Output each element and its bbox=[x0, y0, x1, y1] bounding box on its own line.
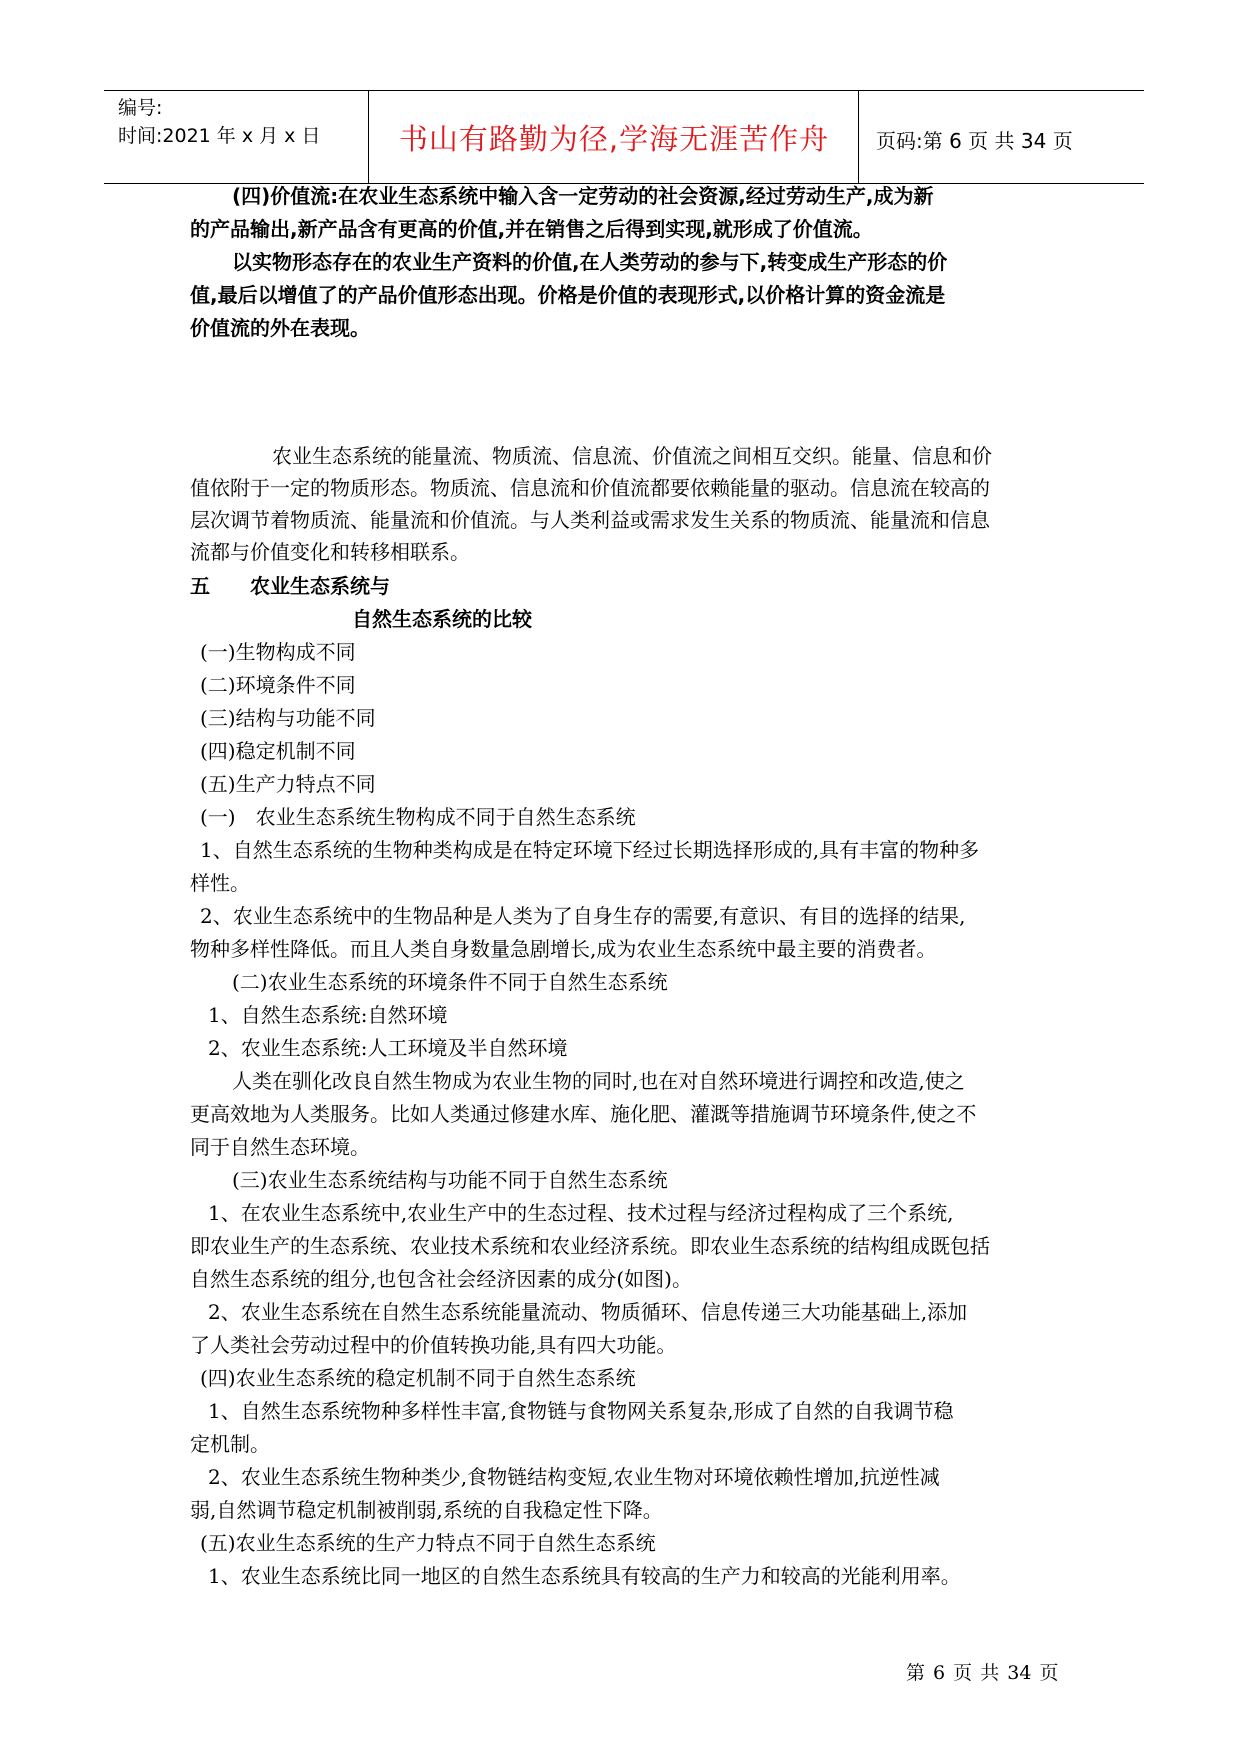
paragraph-line: 以实物形态存在的农业生产资料的价值,在人类劳动的参与下,转变成生产形态的价 bbox=[232, 250, 948, 274]
header-meta-cell bbox=[104, 91, 369, 183]
page-header bbox=[104, 90, 1144, 184]
subsection-title: (二)农业生态系统的环境条件不同于自然生态系统 bbox=[232, 970, 668, 994]
paragraph-line: 2、农业生态系统生物种类少,食物链结构变短,农业生物对环境依赖性增加,抗逆性减 bbox=[208, 1465, 940, 1489]
paragraph-line: 流都与价值变化和转移相联系。 bbox=[190, 540, 470, 564]
paragraph-line: 弱,自然调节稳定机制被削弱,系统的自我稳定性下降。 bbox=[190, 1498, 663, 1522]
paragraph-line: 1、自然生态系统物种多样性丰富,食物链与食物网关系复杂,形成了自然的自我调节稳 bbox=[208, 1399, 954, 1423]
outline-item: (三)结构与功能不同 bbox=[200, 706, 376, 730]
paragraph-line: 值依附于一定的物质形态。物质流、信息流和价值流都要依赖能量的驱动。信息流在较高的 bbox=[190, 476, 990, 500]
section-title: 五 农业生态系统与 bbox=[190, 574, 390, 598]
time-label: 时间:2021 年 x 月 x 日 bbox=[118, 125, 321, 147]
paragraph-line: 2、农业生态系统中的生物品种是人类为了自身生存的需要,有意识、有目的选择的结果, bbox=[200, 904, 966, 928]
paragraph-line: 自然生态系统的组分,也包含社会经济因素的成分(如图)。 bbox=[190, 1267, 692, 1291]
motto-text: 书山有路勤为径,学海无涯苦作舟 bbox=[398, 122, 830, 156]
paragraph-line: 2、农业生态系统在自然生态系统能量流动、物质循环、信息传递三大功能基础上,添加 bbox=[208, 1300, 968, 1324]
subsection-title: (四)农业生态系统的稳定机制不同于自然生态系统 bbox=[200, 1366, 636, 1390]
paragraph-line: 更高效地为人类服务。比如人类通过修建水库、施化肥、灌溉等措施调节环境条件,使之不 bbox=[190, 1102, 977, 1126]
outline-item: (四)稳定机制不同 bbox=[200, 739, 356, 763]
header-motto-cell bbox=[370, 91, 859, 183]
paragraph-line: 同于自然生态环境。 bbox=[190, 1135, 370, 1159]
paragraph-line: 样性。 bbox=[190, 871, 250, 895]
paragraph-line: (四)价值流:在农业生态系统中输入含一定劳动的社会资源,经过劳动生产,成为新 bbox=[232, 184, 934, 208]
outline-item: (五)生产力特点不同 bbox=[200, 772, 376, 796]
paragraph-line: 1、自然生态系统的生物种类构成是在特定环境下经过长期选择形成的,具有丰富的物种多 bbox=[200, 838, 980, 862]
header-page-cell bbox=[860, 91, 1144, 183]
subsection-title: (五)农业生态系统的生产力特点不同于自然生态系统 bbox=[200, 1531, 656, 1555]
paragraph-line: 定机制。 bbox=[190, 1432, 270, 1456]
list-item: 2、农业生态系统:人工环境及半自然环境 bbox=[208, 1036, 568, 1060]
subsection-title: (一) 农业生态系统生物构成不同于自然生态系统 bbox=[200, 805, 636, 829]
paragraph-line: 的产品输出,新产品含有更高的价值,并在销售之后得到实现,就形成了价值流。 bbox=[190, 217, 873, 241]
outline-item: (一)生物构成不同 bbox=[200, 640, 356, 664]
outline-item: (二)环境条件不同 bbox=[200, 673, 356, 697]
paragraph-line: 层次调节着物质流、能量流和价值流。与人类利益或需求发生关系的物质流、能量流和信息 bbox=[190, 508, 990, 532]
list-item: 1、自然生态系统:自然环境 bbox=[208, 1003, 448, 1027]
subsection-title: (三)农业生态系统结构与功能不同于自然生态系统 bbox=[232, 1168, 668, 1192]
page-footer: 第 6 页 共 34 页 bbox=[906, 1662, 1059, 1684]
page-code: 页码:第 6 页 共 34 页 bbox=[876, 129, 1073, 153]
paragraph-line: 物种多样性降低。而且人类自身数量急剧增长,成为农业生态系统中最主要的消费者。 bbox=[190, 937, 937, 961]
paragraph-line: 值,最后以增值了的产品价值形态出现。价格是价值的表现形式,以价格计算的资金流是 bbox=[190, 283, 946, 307]
paragraph-line: 价值流的外在表现。 bbox=[190, 316, 370, 340]
paragraph-line: 1、在农业生态系统中,农业生产中的生态过程、技术过程与经济过程构成了三个系统, bbox=[208, 1201, 954, 1225]
paragraph-line: 1、农业生态系统比同一地区的自然生态系统具有较高的生产力和较高的光能利用率。 bbox=[208, 1564, 961, 1588]
paragraph-line: 即农业生产的生态系统、农业技术系统和农业经济系统。即农业生态系统的结构组成既包括 bbox=[190, 1234, 990, 1258]
paragraph-line: 人类在驯化改良自然生物成为农业生物的同时,也在对自然环境进行调控和改造,使之 bbox=[232, 1069, 965, 1093]
paragraph-line: 农业生态系统的能量流、物质流、信息流、价值流之间相互交织。能量、信息和价 bbox=[272, 444, 992, 468]
serial-label: 编号: bbox=[118, 97, 163, 119]
paragraph-line: 了人类社会劳动过程中的价值转换功能,具有四大功能。 bbox=[190, 1333, 677, 1357]
section-title: 自然生态系统的比较 bbox=[352, 607, 532, 631]
